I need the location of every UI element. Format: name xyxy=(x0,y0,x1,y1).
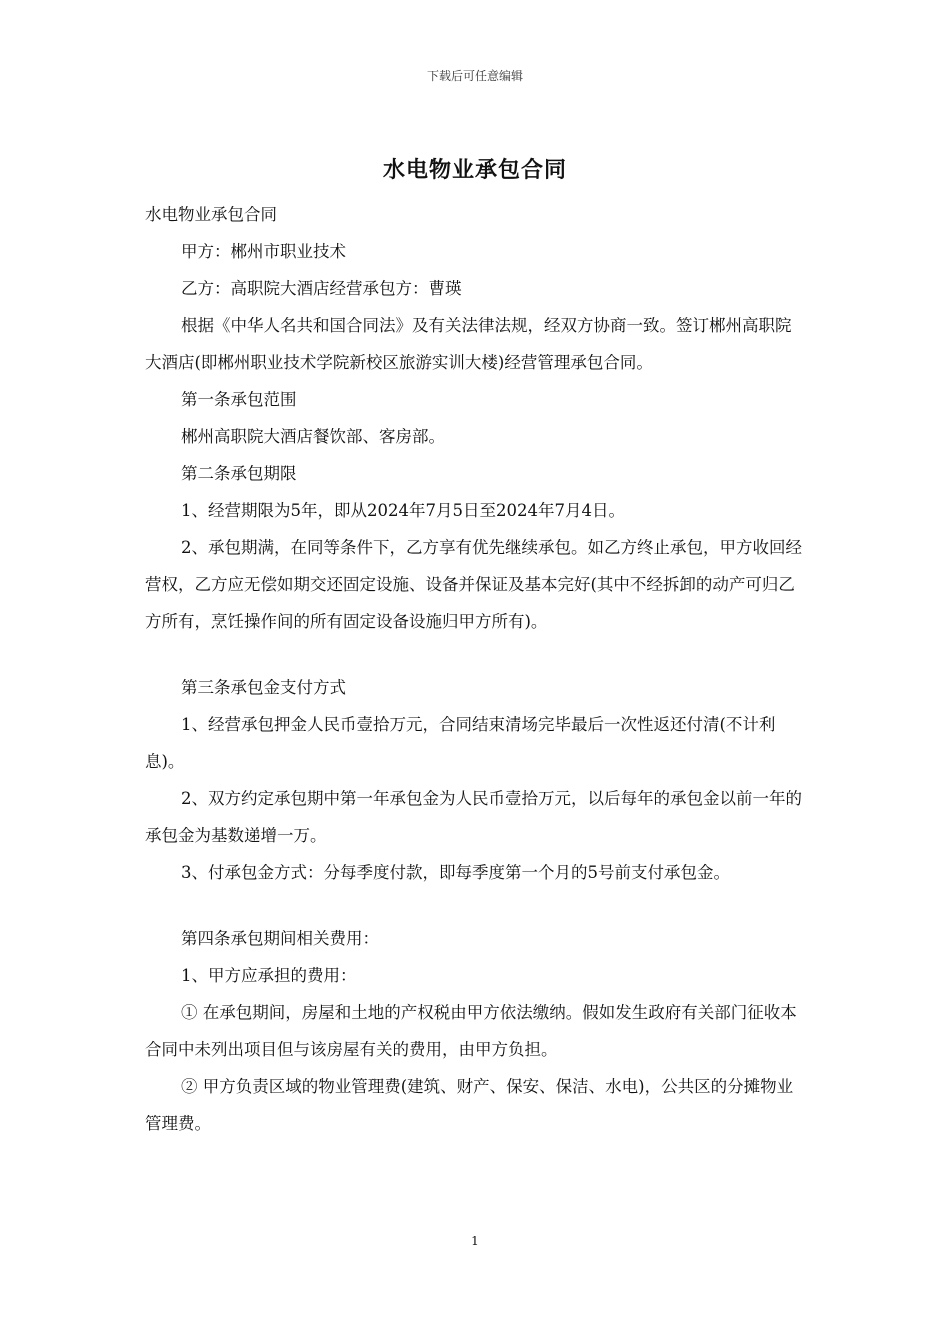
article-3-heading: 第三条承包金支付方式 xyxy=(181,678,346,697)
paragraph-party-a: 甲方：郴州市职业技术 xyxy=(181,242,346,261)
paragraph-gap xyxy=(145,640,807,669)
article-1-heading: 第一条承包范围 xyxy=(181,390,297,409)
article-4-item-1: 1、甲方应承担的费用： xyxy=(181,966,357,985)
article-4-heading: 第四条承包期间相关费用： xyxy=(181,929,379,948)
article-2-item-2: 2、承包期满，在同等条件下，乙方享有优先继续承包。如乙方终止承包，甲方收回经营权，乙方应无偿如期交还固定设施、设备并保证及基本完好(其中不经拆卸的动产可归乙方所有，烹饪操作间的所有固定设备设施归甲方所有)。 xyxy=(145,538,802,631)
document-body xyxy=(145,196,807,1142)
header-note: 下载后可任意编辑 xyxy=(426,69,523,83)
document-title: 水电物业承包合同 xyxy=(382,157,567,183)
paragraph-gap xyxy=(145,891,807,920)
paragraph-subtitle: 水电物业承包合同 xyxy=(145,205,277,224)
article-1-text: 郴州高职院大酒店餐饮部、客房部。 xyxy=(181,427,445,446)
article-4-sub-2: ② 甲方负责区域的物业管理费(建筑、财产、保安、保洁、水电)，公共区的分摊物业管理费。 xyxy=(145,1077,794,1133)
article-2-heading: 第二条承包期限 xyxy=(181,464,297,483)
article-2-item-1: 1、经营期限为5年，即从2024年7月5日至2024年7月4日。 xyxy=(181,501,625,520)
article-3-item-1: 1、经营承包押金人民币壹拾万元，合同结束清场完毕最后一次性返还付清(不计利息)。 xyxy=(145,715,776,771)
article-3-item-3: 3、付承包金方式：分每季度付款，即每季度第一个月的5号前支付承包金。 xyxy=(181,863,730,882)
page-number: 1 xyxy=(471,1234,479,1248)
paragraph-party-b: 乙方：高职院大酒店经营承包方：曹瑛 xyxy=(181,279,462,298)
article-3-item-2: 2、双方约定承包期中第一年承包金为人民币壹拾万元，以后每年的承包金以前一年的承包金为基数递增一万。 xyxy=(145,789,802,845)
paragraph-preamble: 根据《中华人名共和国合同法》及有关法律法规，经双方协商一致。签订郴州高职院大酒店(即郴州职业技术学院新校区旅游实训大楼)经营管理承包合同。 xyxy=(145,316,792,372)
article-4-sub-1: ① 在承包期间，房屋和土地的产权税由甲方依法缴纳。假如发生政府有关部门征收本合同中未列出项目但与该房屋有关的费用，由甲方负担。 xyxy=(145,1003,797,1059)
